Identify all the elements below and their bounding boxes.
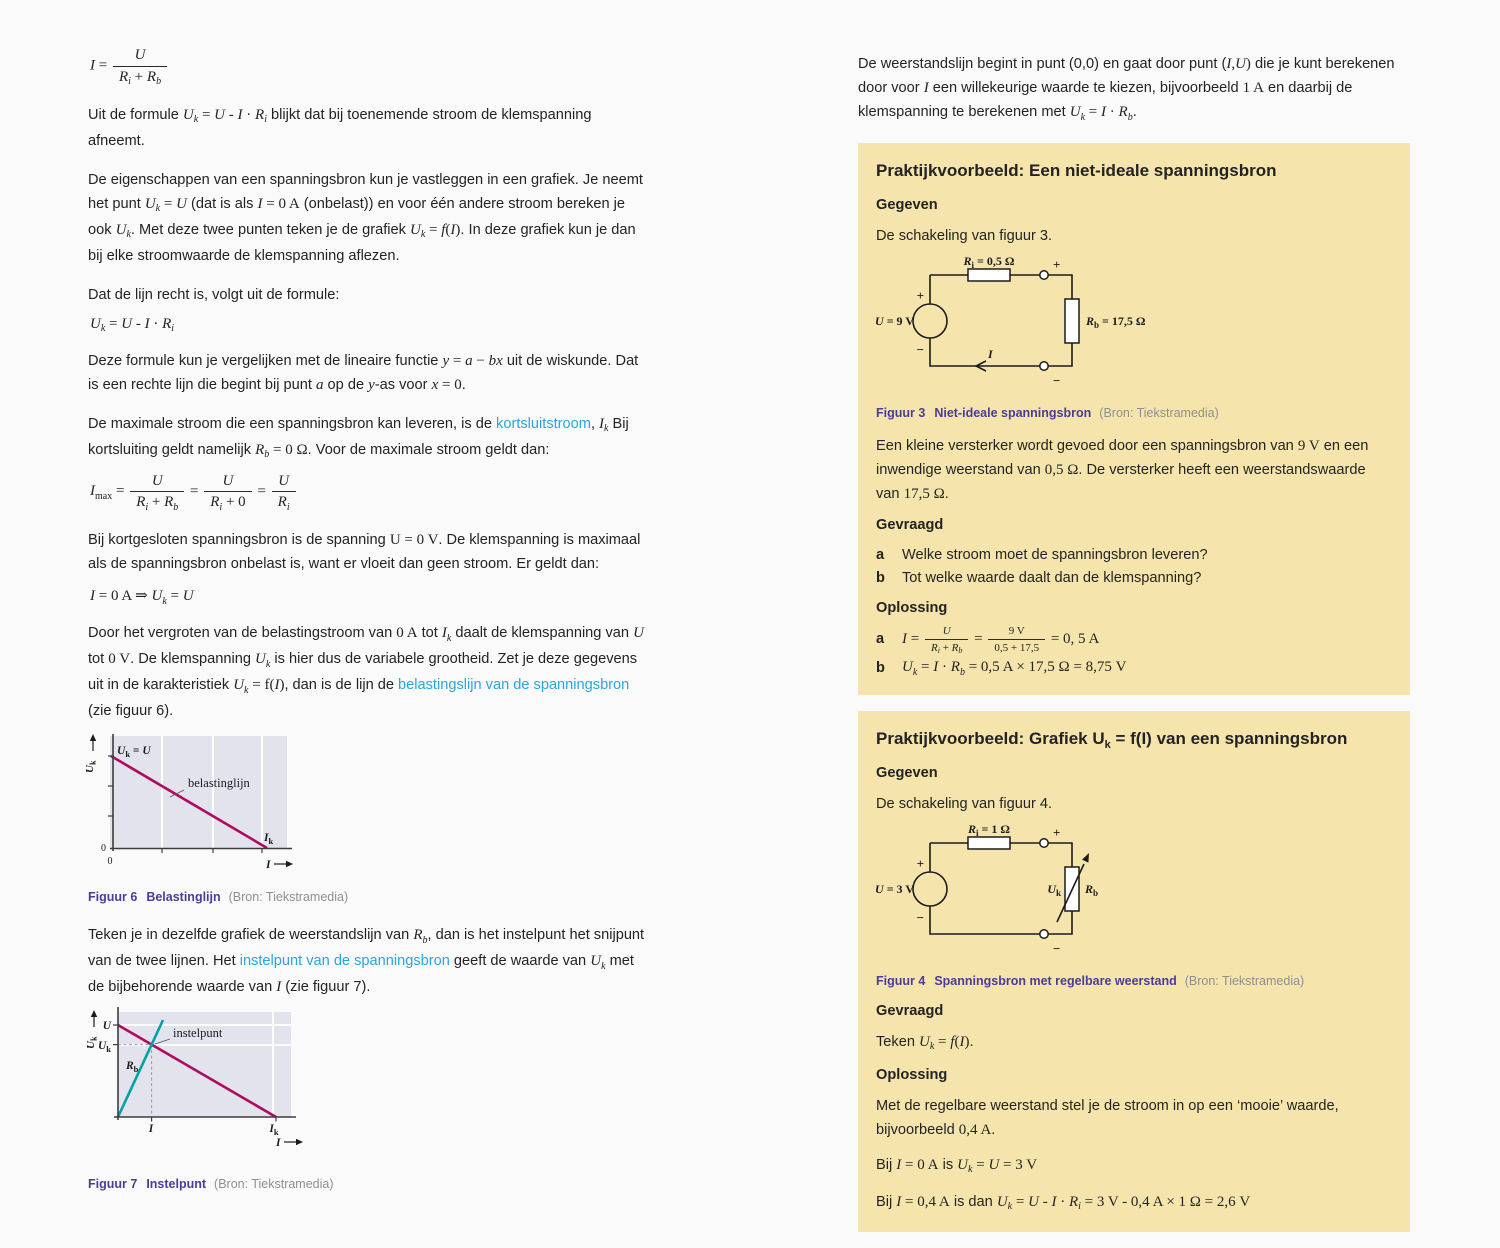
gevraagd-text: Teken $U_k = f(I)$. [876,1033,974,1053]
figure-7 [80,1005,650,1192]
source-minus-sign: − [916,910,924,926]
solution-b: b $U_k = I \cdot R_b = 0,5$ A × 17,5 Ω = 8,75 V [876,659,1127,678]
label-rb: $R_b$ [126,1060,139,1075]
term-link[interactable]: belastingslijn van de spanningsbron [398,677,630,693]
figure-caption: Figuur 3 Niet-ideale spanningsbron (Bron: Tiekstramedia) [876,406,1219,421]
source-voltage-label: U = 3 V [875,882,914,897]
resistor-internal [968,837,1010,849]
paragraph-instelpunt: Teken je in dezelfde grafiek de weerstandslijn van $R_b$, dan is het instelpunt het snijpunt van de twee lijnen. Het instelpunt van de spanningsbron geeft de waarde van $U_k$ met de bijbehorende waarde van I (zie figuur 7). [88,927,645,996]
y-axis-title: $U_k$ [85,1036,99,1050]
operating-point-graph [80,1005,320,1157]
y-axis-title: $U_k$ [84,760,98,773]
term-link[interactable]: kortsluitstroom [496,415,591,432]
paragraph-grafiek: De eigenschappen van een spanningsbron kun je vastleggen in een grafiek. Je neemt het punt $U_k = U$ (dat is als I = 0 A (onbelast)) en voor één andere stroom bereken je ook $U_k$. Met deze twee punten teken je de grafiek $U_k = f(I)$. In deze grafiek kun je dan bij elke stroomwaarde de klemspanning aflezen. [88,171,643,264]
solution-intro: Met de regelbare weerstand stel je de stroom in op een ‘mooie’ waarde, bijvoorbeeld 0,4 A. [876,1097,1339,1138]
example-title: Praktijkvoorbeeld: Grafiek $U_k = f(I)$ van een spanningsbron [876,729,1348,752]
variable-resistor-arrowhead [1082,853,1089,863]
y-axis-arrowhead [91,1010,97,1017]
fraction: $\frac{U}{R_i + R_b}$ [130,472,184,513]
label-i: I [148,1123,154,1136]
label-belastinglijn: belastinglijn [188,776,250,790]
fraction: $\frac{U}{R_i + R_b}$ [113,46,167,87]
example-description: Een kleine versterker wordt gevoed door een spanningsbron van 9 V en een inwendige weerstand van 0,5 Ω. De versterker heeft een weerstandswaarde van 17,5 Ω. [876,437,1369,502]
fraction: $\frac{U}{R_i + 0}$ [204,472,251,513]
formula-uk: $U_k = U - I \cdot R_i$ [90,315,175,334]
load-line-graph [80,731,320,876]
paragraph-klemspanning: Uit de formule $U_k = U - I \cdot R_i$ blijkt dat bij toenemende stroom de klemspanning afneemt. [88,106,592,149]
question-b: b Tot welke waarde daalt dan de klemspanning? [876,569,1202,586]
paragraph-weerstandslijn: De weerstandslijn begint in punt (0,0) en gaat door punt (I,U) die je kunt berekenen door voor I een willekeurige waarde te kiezen, bijvoorbeeld 1 A en daarbij de klemspanning te berekenen met $U_k = I \cdot R_b$. [858,56,1395,123]
y-origin-label: 0 [101,843,106,854]
y-axis-arrowhead [90,734,96,741]
resistor-load-label: $R_b = 17,5$ Ω [1086,314,1146,331]
x-axis-arrowhead [286,861,293,867]
term-link[interactable]: instelpunt van de spanningsbron [239,953,450,970]
gevraagd-heading: Gevraagd [876,516,944,533]
terminal-plus [1040,839,1048,847]
plus-sign: + [1053,825,1061,841]
label-uk: $U_k$ [97,1040,111,1055]
minus-sign: − [1053,941,1061,957]
gegeven-heading: Gegeven [876,765,938,782]
resistor-internal-label: $R_i = 0,5$ Ω [963,254,1015,271]
figure-6 [80,731,650,905]
praktijkvoorbeeld-box-1 [858,143,1410,695]
source-voltage-label: U = 9 V [875,314,914,329]
praktijkvoorbeeld-box-2 [858,711,1410,1232]
source-plus-sign: + [916,856,924,872]
paragraph-lineaire-functie: Deze formule kun je vergelijken met de lineaire functie y = a − bx uit de wiskunde. Dat is een rechte lijn die begint bij punt a op de y-as voor x = 0. [88,352,639,393]
fraction: $\frac{9 V}{0,5 + 17,5}$ [988,624,1045,656]
oplossing-heading: Oplossing [876,599,948,616]
fraction: $\frac{U}{Ri + Rb}$ [925,624,968,656]
x-axis-arrowhead [296,1139,303,1145]
paragraph-kortgesloten: Bij kortgesloten spanningsbron is de spanning U = 0 V. De klemspanning is maximaal als de spanningsbron onbelast is, want er vloeit dan geen stroom. Er geldt dan: [88,532,641,572]
figure-caption: Figuur 7 Instelpunt (Bron: Tiekstramedia) [88,1177,334,1192]
oplossing-heading: Oplossing [876,1066,948,1083]
solution-a: a I = $\frac{U}{Ri + Rb}$ = $\frac{9 V}{0,5 + 17,5}$ = 0, 5 A [876,624,1100,655]
left-column [84,44,650,1211]
voltage-source-symbol [913,872,947,906]
x-origin-label: 0 [107,856,113,867]
terminal-minus [1040,362,1048,370]
gegeven-heading: Gegeven [876,197,938,214]
gegeven-text: De schakeling van figuur 4. [876,796,1053,813]
label-ik: $I_k$ [264,832,274,846]
figure-caption: Figuur 6 Belastinglijn (Bron: Tiekstramedia) [88,890,349,904]
current-label: I [988,347,993,362]
gegeven-text: De schakeling van figuur 3. [876,228,1053,245]
minus-sign: − [1053,373,1061,389]
resistor-internal [968,269,1010,281]
resistor-variable-label: $R_b$ [1085,882,1099,899]
figure-caption: Figuur 4 Spanningsbron met regelbare weerstand (Bron: Tiekstramedia) [876,974,1305,989]
formula-current: I = $\frac{U}{R_i + R_b}$ [90,46,650,87]
source-minus-sign: − [916,342,924,358]
x-axis-title: I [276,1137,281,1150]
label-instelpunt: instelpunt [173,1026,223,1041]
x-axis-title: I [266,859,271,871]
label-ik: $I_k$ [269,1123,279,1138]
fraction: $\frac{U}{R_i}$ [272,472,296,513]
example-title: Praktijkvoorbeeld: Een niet-ideale spanningsbron [876,161,1277,180]
formula-onbelast: I = 0 A ⇒ $U_k = U$ [90,588,194,607]
paragraph-belastingslijn: Door het vergroten van de belastingstroom van 0 A tot $I_k$ daalt de klemspanning van U tot 0 V. De klemspanning $U_k$ is hier dus de variabele grootheid. Zet je deze gegevens uit in de karakteristiek $U_k = f(I)$, dan is de lijn de belastingslijn van de spanningsbron (zie figuur 6). [88,625,644,719]
circuit-figure-4 [870,822,1240,965]
plus-sign: + [1053,257,1061,273]
terminal-minus [1040,930,1048,938]
gevraagd-heading: Gevraagd [876,1002,944,1019]
question-a: a Welke stroom moet de spanningsbron leveren? [876,546,1208,563]
terminal-plus [1040,271,1048,279]
label-u: U [102,1020,111,1033]
resistor-internal-label: $R_i = 1$ Ω [968,822,1010,839]
circuit-wires [930,275,1072,366]
paragraph-kortsluitstroom: De maximale stroom die een spanningsbron kan leveren, is de kortsluitstroom, $I_k$ Bij kortsluiting geldt namelijk $R_b = 0$ Ω. Voor de maximale stroom geldt dan: [88,415,629,460]
formula-imax: $I_{max}$ = $\frac{U}{R_i + R_b}$ = $\frac{U}{R_i + 0}$ = $\frac{U}{R_i}$ [90,472,650,513]
solution-case-2: Bij I = 0,4 A is dan $U_k = U - I \cdot R_i = 3$ V - 0,4 A × 1 Ω = 2,6 V [876,1193,1251,1213]
solution-case-1: Bij I = 0 A is $U_k = U = 3$ V [876,1156,1038,1176]
label-uk-equals-u: $U_k = U$ [117,745,151,759]
voltage-source-symbol [913,304,947,338]
paragraph-lijn-recht: Dat de lijn recht is, volgt uit de formule: [88,286,340,303]
terminal-voltage-label: $U_k$ [1047,882,1061,899]
source-plus-sign: + [916,288,924,304]
circuit-figure-3 [870,254,1240,397]
right-column [858,52,1410,1248]
resistor-load [1065,299,1079,343]
